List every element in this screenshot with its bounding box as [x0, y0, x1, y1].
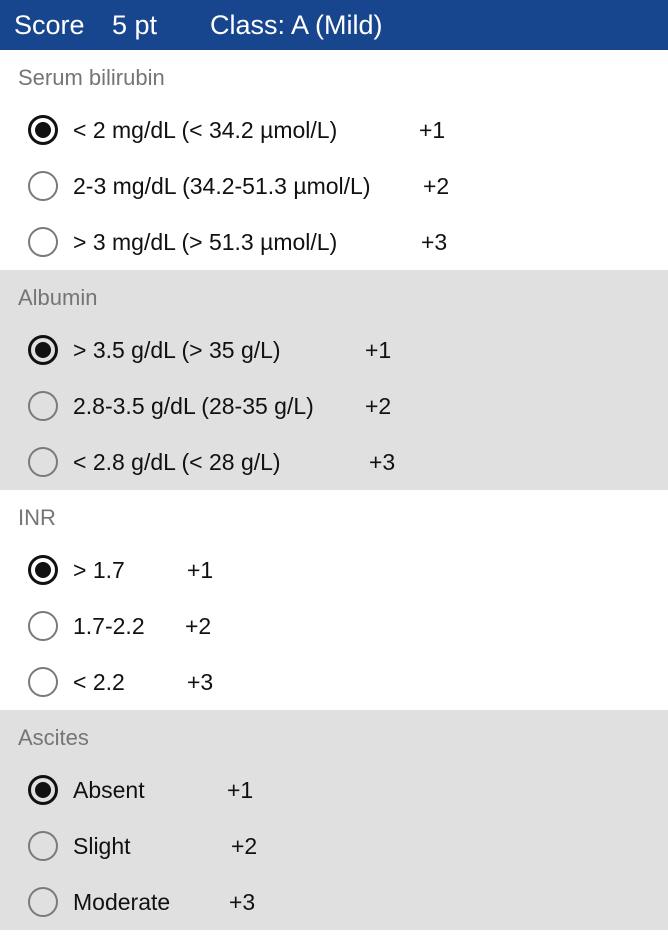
option-points: +1 — [227, 776, 254, 803]
radio-dot — [35, 782, 51, 798]
option-albumin-1[interactable] — [0, 322, 668, 378]
radio-button[interactable] — [28, 171, 58, 201]
option-ascites-3[interactable] — [0, 874, 668, 930]
class-result: Class: A (Mild) — [210, 9, 383, 40]
radio-dot — [35, 342, 51, 358]
option-label: 2-3 mg/dL (34.2-51.3 µmol/L) — [73, 172, 371, 199]
option-label: Moderate — [73, 888, 171, 915]
option-label: 2.8-3.5 g/dL (28-35 g/L) — [73, 392, 314, 419]
option-albumin-3[interactable] — [0, 434, 668, 490]
option-label: > 3.5 g/dL (> 35 g/L) — [73, 336, 281, 363]
option-albumin-2[interactable] — [0, 378, 668, 434]
score-label: Score — [14, 9, 85, 40]
radio-dot — [35, 122, 51, 138]
section-title: Serum bilirubin — [18, 65, 165, 90]
radio-button[interactable] — [28, 831, 58, 861]
radio-dot — [35, 562, 51, 578]
score-value: 5 pt — [112, 9, 158, 40]
option-points: +1 — [419, 116, 446, 143]
option-points: +3 — [229, 888, 256, 915]
option-bilirubin-3[interactable] — [0, 214, 668, 270]
option-bilirubin-2[interactable] — [0, 158, 668, 214]
option-points: +3 — [421, 228, 448, 255]
radio-button[interactable] — [28, 447, 58, 477]
option-points: +1 — [187, 556, 214, 583]
option-inr-2[interactable] — [0, 598, 668, 654]
option-ascites-2[interactable] — [0, 818, 668, 874]
option-label: Absent — [73, 776, 145, 803]
option-points: +2 — [231, 832, 258, 859]
section-ascites — [0, 710, 668, 930]
section-title: Ascites — [18, 725, 89, 750]
option-bilirubin-1[interactable] — [0, 102, 668, 158]
section-inr — [0, 490, 668, 710]
score-header — [0, 0, 668, 50]
option-label: < 2 mg/dL (< 34.2 µmol/L) — [73, 116, 338, 143]
option-label: > 1.7 — [73, 556, 125, 583]
radio-button[interactable] — [28, 227, 58, 257]
radio-button[interactable] — [28, 391, 58, 421]
radio-button[interactable] — [28, 667, 58, 697]
option-label: > 3 mg/dL (> 51.3 µmol/L) — [73, 228, 338, 255]
radio-button[interactable] — [28, 775, 58, 805]
option-points: +2 — [365, 392, 392, 419]
option-inr-3[interactable] — [0, 654, 668, 710]
option-points: +2 — [185, 612, 212, 639]
option-points: +3 — [369, 448, 396, 475]
option-label: Slight — [73, 832, 131, 859]
section-albumin — [0, 270, 668, 490]
radio-button[interactable] — [28, 611, 58, 641]
option-points: +3 — [187, 668, 214, 695]
radio-button[interactable] — [28, 887, 58, 917]
option-label: < 2.2 — [73, 668, 125, 695]
radio-button[interactable] — [28, 555, 58, 585]
option-label: < 2.8 g/dL (< 28 g/L) — [73, 448, 281, 475]
option-label: 1.7-2.2 — [73, 612, 145, 639]
option-inr-1[interactable] — [0, 542, 668, 598]
option-ascites-1[interactable] — [0, 762, 668, 818]
radio-button[interactable] — [28, 335, 58, 365]
option-points: +2 — [423, 172, 450, 199]
option-points: +1 — [365, 336, 392, 363]
radio-button[interactable] — [28, 115, 58, 145]
bottom-spacer — [0, 930, 668, 942]
section-title: INR — [18, 505, 56, 530]
section-serum-bilirubin — [0, 50, 668, 270]
section-title: Albumin — [18, 285, 98, 310]
